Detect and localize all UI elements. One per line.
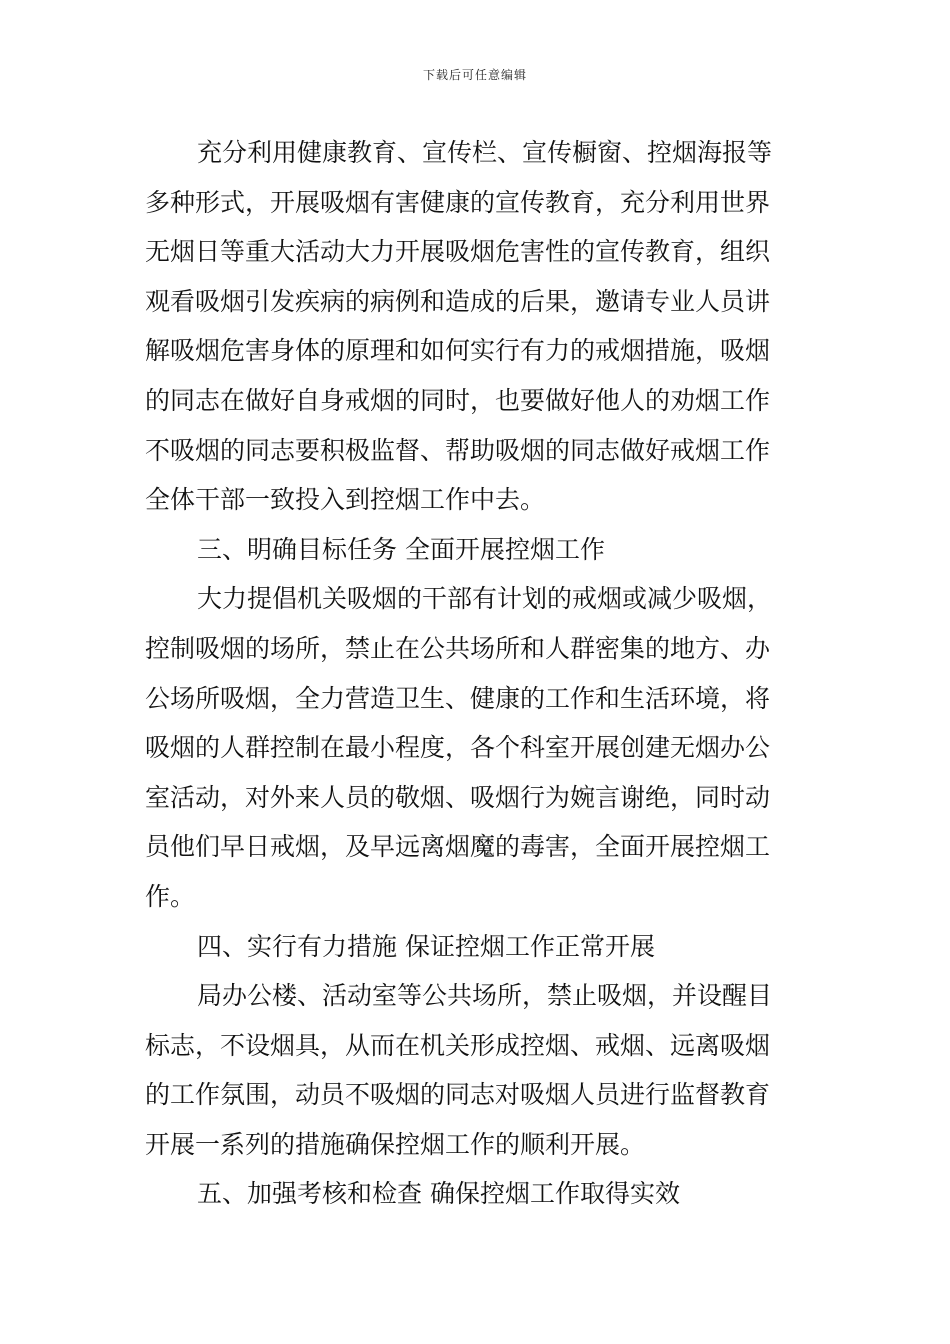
section-heading: 三、明确目标任务 全面开展控烟工作 <box>197 534 605 564</box>
text-line: 员他们早日戒烟，及早远离烟魔的毒害，全面开展控烟工 <box>145 832 771 862</box>
section-heading: 四、实行有力措施 保证控烟工作正常开展 <box>197 931 655 961</box>
text-line: 大力提倡机关吸烟的干部有计划的戒烟或减少吸烟， <box>197 584 773 614</box>
text-line: 吸烟的人群控制在最小程度，各个科室开展创建无烟办公 <box>145 733 771 763</box>
text-line: 的同志在做好自身戒烟的同时，也要做好他人的劝烟工作 <box>145 385 771 415</box>
text-line: 室活动，对外来人员的敬烟、吸烟行为婉言谢绝，同时动 <box>145 782 771 812</box>
text-line: 公场所吸烟，全力营造卫生、健康的工作和生活环境，将 <box>145 683 771 713</box>
text-line: 开展一系列的措施确保控烟工作的顺利开展。 <box>145 1129 646 1159</box>
text-line: 作。 <box>145 881 196 911</box>
text-line: 的工作氛围，动员不吸烟的同志对吸烟人员进行监督教育 <box>145 1080 771 1110</box>
text-line: 不吸烟的同志要积极监督、帮助吸烟的同志做好戒烟工作 <box>145 435 771 465</box>
text-line: 控制吸烟的场所，禁止在公共场所和人群密集的地方、办 <box>145 633 771 663</box>
text-line: 标志，不设烟具，从而在机关形成控烟、戒烟、远离吸烟 <box>145 1030 771 1060</box>
text-line: 解吸烟危害身体的原理和如何实行有力的戒烟措施，吸烟 <box>145 336 771 366</box>
page-header: 下载后可任意编辑 <box>422 68 527 82</box>
text-line: 局办公楼、活动室等公共场所，禁止吸烟，并设醒目 <box>197 981 773 1011</box>
text-line: 观看吸烟引发疾病的病例和造成的后果，邀请专业人员讲 <box>145 286 771 316</box>
text-line: 无烟日等重大活动大力开展吸烟危害性的宣传教育，组织 <box>145 237 771 267</box>
text-line: 全体干部一致投入到控烟工作中去。 <box>145 485 546 515</box>
section-heading: 五、加强考核和检查 确保控烟工作取得实效 <box>197 1179 680 1209</box>
text-line: 充分利用健康教育、宣传栏、宣传橱窗、控烟海报等 <box>197 138 773 167</box>
body-text <box>145 128 807 1219</box>
text-line: 多种形式，开展吸烟有害健康的宣传教育，充分利用世界 <box>145 187 771 217</box>
